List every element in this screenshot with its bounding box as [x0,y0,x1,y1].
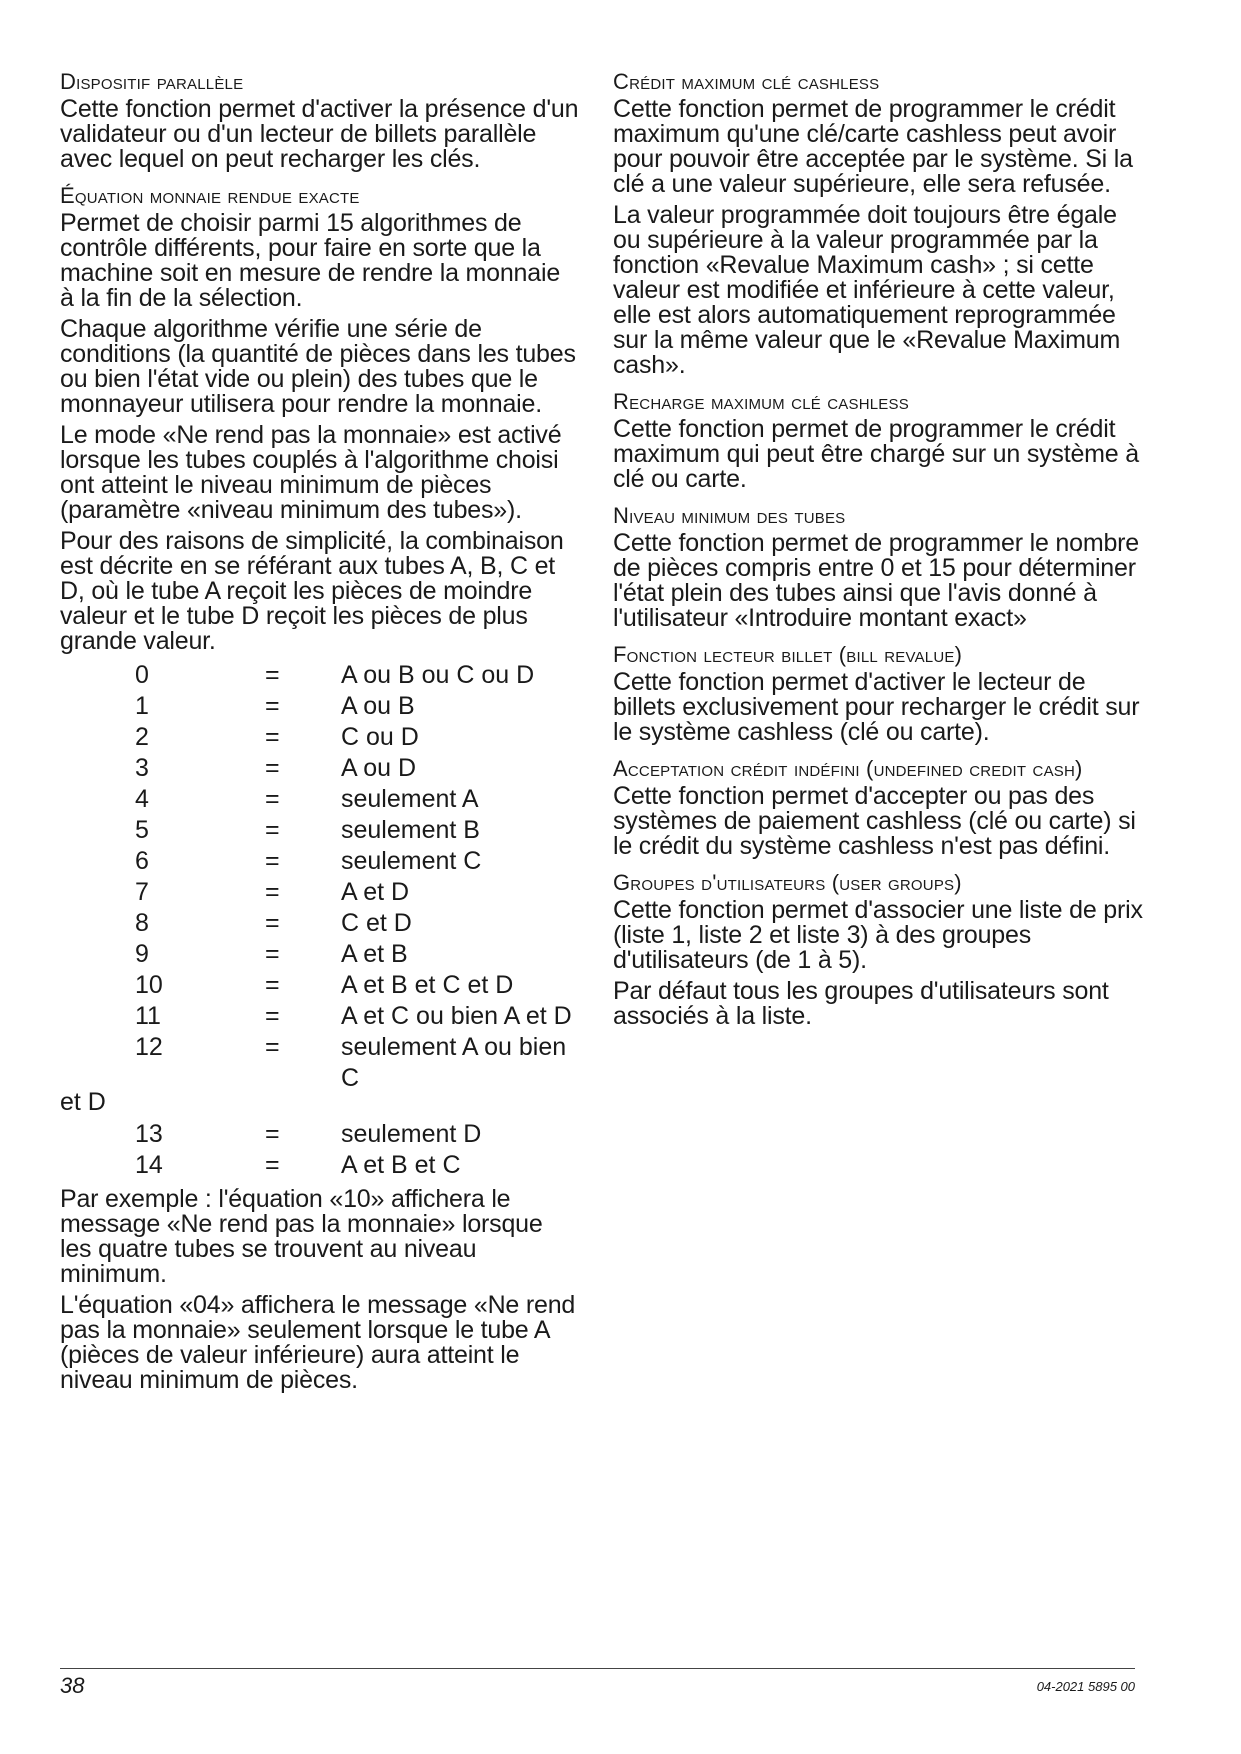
equation-row [60,1001,580,1032]
equation-value: A ou B [341,692,415,720]
equation-value: seulement C [341,847,482,875]
equation-row [60,660,580,691]
equation-row [60,753,580,784]
section-heading: Niveau minimum des tubes [613,503,846,528]
equals-sign: = [265,878,280,906]
equation-number: 3 [135,754,149,782]
equals-sign: = [265,723,280,751]
equation-row [60,846,580,877]
equals-sign: = [265,816,280,844]
equation-list [60,660,580,1181]
paragraph: Permet de choisir parmi 15 algorithmes de contrôle différents, pour faire en sorte que la machine soit en mesure de rendre la monnaie à la fin de la sélection. [60,209,561,312]
equation-value: A ou D [341,754,417,782]
equals-sign: = [265,909,280,937]
equation-number: 7 [135,878,149,906]
equation-value: A et B [341,940,408,968]
right-column [613,70,1143,1041]
section-heading: Dispositif parallèle [60,69,244,94]
equation-number: 6 [135,847,149,875]
equation-number: 2 [135,723,149,751]
equation-number: 12 [135,1033,163,1061]
equals-sign: = [265,1002,280,1030]
equation-row [60,1032,580,1094]
section-groupes-utilisateurs [613,871,1143,1029]
section-fonction-lecteur [613,643,1143,745]
paragraph: Cette fonction permet d'accepter ou pas des systèmes de paiement cashless (clé ou carte) si le crédit du système cashless n'est pas défini. [613,782,1136,860]
equation-value: seulement A ou bien C [341,1033,567,1092]
equation-value: C et D [341,909,412,937]
paragraph: Cette fonction permet d'activer le lecteur de billets exclusivement pour recharger le crédit sur le système cashless (clé ou carte). [613,668,1140,746]
equation-value: A ou B ou C ou D [341,661,535,689]
page-number: 38 [60,1673,85,1698]
equation-row [60,877,580,908]
equation-number: 14 [135,1151,163,1179]
equals-sign: = [265,754,280,782]
section-heading: Équation monnaie rendue exacte [60,183,360,208]
paragraph: Le mode «Ne rend pas la monnaie» est activé lorsque les tubes couplés à l'algorithme choisi ont atteint le niveau minimum de pièces (paramètre «niveau minimum des tubes»). [60,421,562,524]
footer-divider [60,1668,1135,1669]
section-heading: Crédit maximum clé cashless [613,69,880,94]
equals-sign: = [265,847,280,875]
section-dispositif-parallele [60,70,580,172]
equation-value: A et B et C [341,1151,461,1179]
equals-sign: = [265,1151,280,1179]
section-heading: Acceptation crédit indéfini (undefined credit cash) [613,756,1083,781]
equation-row [60,908,580,939]
equals-sign: = [265,1120,280,1148]
equals-sign: = [265,1033,280,1061]
equals-sign: = [265,661,280,689]
section-recharge-maximum [613,390,1143,492]
equation-row [60,1119,580,1150]
section-heading: Recharge maximum clé cashless [613,389,909,414]
equation-value: A et C ou bien A et D [341,1002,572,1030]
equation-row [60,1150,580,1181]
equation-number: 10 [135,971,163,999]
equation-value: C ou D [341,723,419,751]
section-heading: Fonction lecteur billet (bill revalue) [613,642,963,667]
equals-sign: = [265,785,280,813]
equation-value: seulement A [341,785,479,813]
equation-number: 5 [135,816,149,844]
paragraph: Pour des raisons de simplicité, la combinaison est décrite en se référant aux tubes A, B, C et D, où le tube A reçoit les pièces de moindre valeur et le tube D reçoit les pièces de plus grande valeur. [60,527,564,655]
paragraph: Par défaut tous les groupes d'utilisateurs sont associés à la liste. [613,977,1109,1030]
paragraph: Cette fonction permet de programmer le crédit maximum qui peut être chargé sur un système à clé ou carte. [613,415,1139,493]
paragraph: Cette fonction permet de programmer le crédit maximum qu'une clé/carte cashless peut avoir pour pouvoir être acceptée par le système. Si la clé a une valeur supérieure, elle sera refusée. [613,95,1133,198]
equation-number: 0 [135,661,149,689]
section-acceptation-credit [613,757,1143,859]
equation-number: 8 [135,909,149,937]
equation-row [60,939,580,970]
equation-number: 13 [135,1120,163,1148]
paragraph: L'équation «04» affichera le message «Ne rend pas la monnaie» seulement lorsque le tube A (pièces de valeur inférieure) aura atteint le niveau minimum de pièces. [60,1291,576,1394]
section-niveau-minimum [613,504,1143,631]
equation-value: A et D [341,878,410,906]
equation-value: seulement D [341,1120,482,1148]
paragraph: Par exemple : l'équation «10» affichera le message «Ne rend pas la monnaie» lorsque les quatre tubes se trouvent au niveau minimum. [60,1185,543,1288]
left-column [60,70,580,1405]
equation-row [60,784,580,815]
equation-row [60,722,580,753]
equals-sign: = [265,940,280,968]
section-equation-monnaie [60,184,580,1393]
equation-value: A et B et C et D [341,971,514,999]
equation-number: 1 [135,692,149,720]
equation-row [60,691,580,722]
section-credit-maximum [613,70,1143,378]
paragraph: Cette fonction permet de programmer le nombre de pièces compris entre 0 et 15 pour déterminer l'état plein des tubes ainsi que l'avis donné à l'utilisateur «Introduire montant exact» [613,529,1139,632]
equation-value: seulement B [341,816,480,844]
equation-row [60,970,580,1001]
paragraph: Cette fonction permet d'associer une liste de prix (liste 1, liste 2 et liste 3) à des groupes d'utilisateurs (de 1 à 5). [613,896,1143,974]
section-heading: Groupes d'utilisateurs (user groups) [613,870,962,895]
equals-sign: = [265,971,280,999]
equation-number: 4 [135,785,149,813]
document-code: 04-2021 5895 00 [1036,1679,1135,1694]
paragraph: Cette fonction permet d'activer la présence d'un validateur ou d'un lecteur de billets parallèle avec lequel on peut recharger les clés. [60,95,579,173]
equation-row [60,815,580,846]
equation-wrap-text: et D [60,1088,106,1116]
paragraph: Chaque algorithme vérifie une série de conditions (la quantité de pièces dans les tubes ou bien l'état vide ou plein) des tubes que le monnayeur utilisera pour rendre la monnaie. [60,315,576,418]
equals-sign: = [265,692,280,720]
paragraph: La valeur programmée doit toujours être égale ou supérieure à la valeur programmée par la fonction «Revalue Maximum cash» ; si cette valeur est modifiée et inférieure à cette valeur, elle est alors automatiquement reprogrammée sur la même valeur que le «Revalue Maximum cash». [613,201,1121,379]
equation-number: 11 [135,1002,161,1030]
equation-number: 9 [135,940,149,968]
